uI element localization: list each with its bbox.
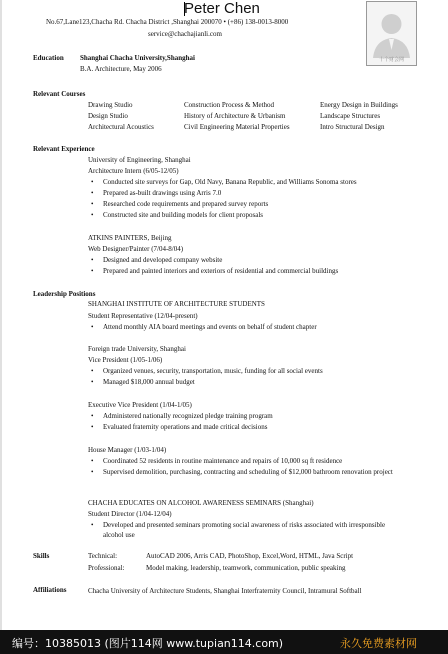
resume-name: Peter Chen [184,0,260,17]
leadership-role: Student Director (1/04-12/04) [88,510,172,518]
leadership-bullet: • Attend monthly AIA board meetings and events on behalf of student chapter [103,323,317,331]
course-item: Intro Structural Design [320,123,385,131]
leadership-bullet: • Administered nationally recognized pledge training program [103,412,273,420]
contact-address: No.67,Lane123,Chacha Rd. Chacha District ,Shanghai 200070 • (+86) 138-0013-8000 [46,18,289,26]
job-bullet: • Researched code requirements and prepared survey reports [103,200,268,208]
leadership-role: Executive Vice President (1/04-1/05) [88,401,192,409]
section-affiliations: Affiliations [33,586,67,594]
course-item: Civil Engineering Material Properties [184,123,290,131]
leadership-bullet: • Developed and presented seminars promoting social awareness of risks associated with irresponsible alcohol use [103,520,403,540]
leadership-bullet: • Managed $18,000 annual budget [103,378,195,386]
leadership-bullet: • Coordinated 52 residents in routine maintenance and repairs of 10,000 sq ft residence [103,457,342,465]
course-item: History of Architecture & Urbanism [184,112,286,120]
course-item: Landscape Structures [320,112,381,120]
leadership-role: Student Representative (12/04-present) [88,312,198,320]
footer-id-text: 编号：10385013 (图片114网 www.tupian114.com) [12,637,284,650]
education-degree: B.A. Architecture, May 2006 [80,65,162,73]
leadership-role: Vice President (1/05-1/06) [88,356,163,364]
affiliations-text: Chacha University of Architecture Students, Shanghai Interfraternity Council, Intramural Softball [88,587,362,595]
skill-value: AutoCAD 2006, Arris CAD, PhotoShop, Excel,Word, HTML, Java Script [146,552,354,560]
section-leadership: Leadership Positions [33,290,96,298]
course-item: Construction Process & Method [184,101,275,109]
section-education: Education [33,54,64,62]
leadership-org: SHANGHAI INSTITUTE OF ARCHITECTURE STUDENTS [88,300,265,308]
leadership-org: CHACHA EDUCATES ON ALCOHOL AWARENESS SEMINARS (Shanghai) [88,499,314,507]
leadership-bullet: • Organized venues, security, transportation, music, funding for all social events [103,367,323,375]
footer-site-text: 永久免费素材网 [340,637,417,650]
leadership-role: House Manager (1/03-1/04) [88,446,167,454]
skill-key: Technical: [88,552,118,560]
page-edge [0,0,2,630]
education-school: Shanghai Chacha University,Shanghai [80,54,195,62]
skill-key: Professional: [88,564,125,572]
course-item: Energy Design in Buildings [320,101,398,109]
leadership-bullet: • Supervised demolition, purchasing, contracting and scheduling of $12,000 bathroom renovation project [103,467,403,477]
course-item: Drawing Studio [88,101,133,109]
leadership-bullet: • Evaluated fraternity operations and made critical decisions [103,423,267,431]
job-bullet: • Designed and developed company website [103,256,222,264]
photo-caption: 十个财会网 [378,57,404,63]
job-bullet: • Prepared and painted interiors and exteriors of residential and commercial buildings [103,267,338,275]
profile-photo [366,1,417,66]
leadership-org: Foreign trade University, Shanghai [88,345,186,353]
section-experience: Relevant Experience [33,145,95,153]
course-item: Architectural Acoustics [88,123,154,131]
job-org: University of Engineering, Shanghai [88,156,191,164]
section-courses: Relevant Courses [33,90,86,98]
contact-email: service@chachajianli.com [148,30,222,38]
job-bullet: • Prepared as-built drawings using Arris 7.0 [103,189,221,197]
section-skills: Skills [33,552,50,560]
job-role: Web Designer/Painter (7/04-8/04) [88,245,184,253]
job-org: ATKINS PAINTERS, Beijing [88,234,172,242]
watermark-footer [0,630,448,654]
job-bullet: • Conducted site surveys for Gap, Old Navy, Banana Republic, and Williams Sonoma stores [103,178,357,186]
course-item: Design Studio [88,112,128,120]
skill-value: Model making, leadership, teamwork, communication, public speaking [146,564,346,572]
job-bullet: • Constructed site and building models for client proposals [103,211,263,219]
job-role: Architecture Intern (6/05-12/05) [88,167,179,175]
